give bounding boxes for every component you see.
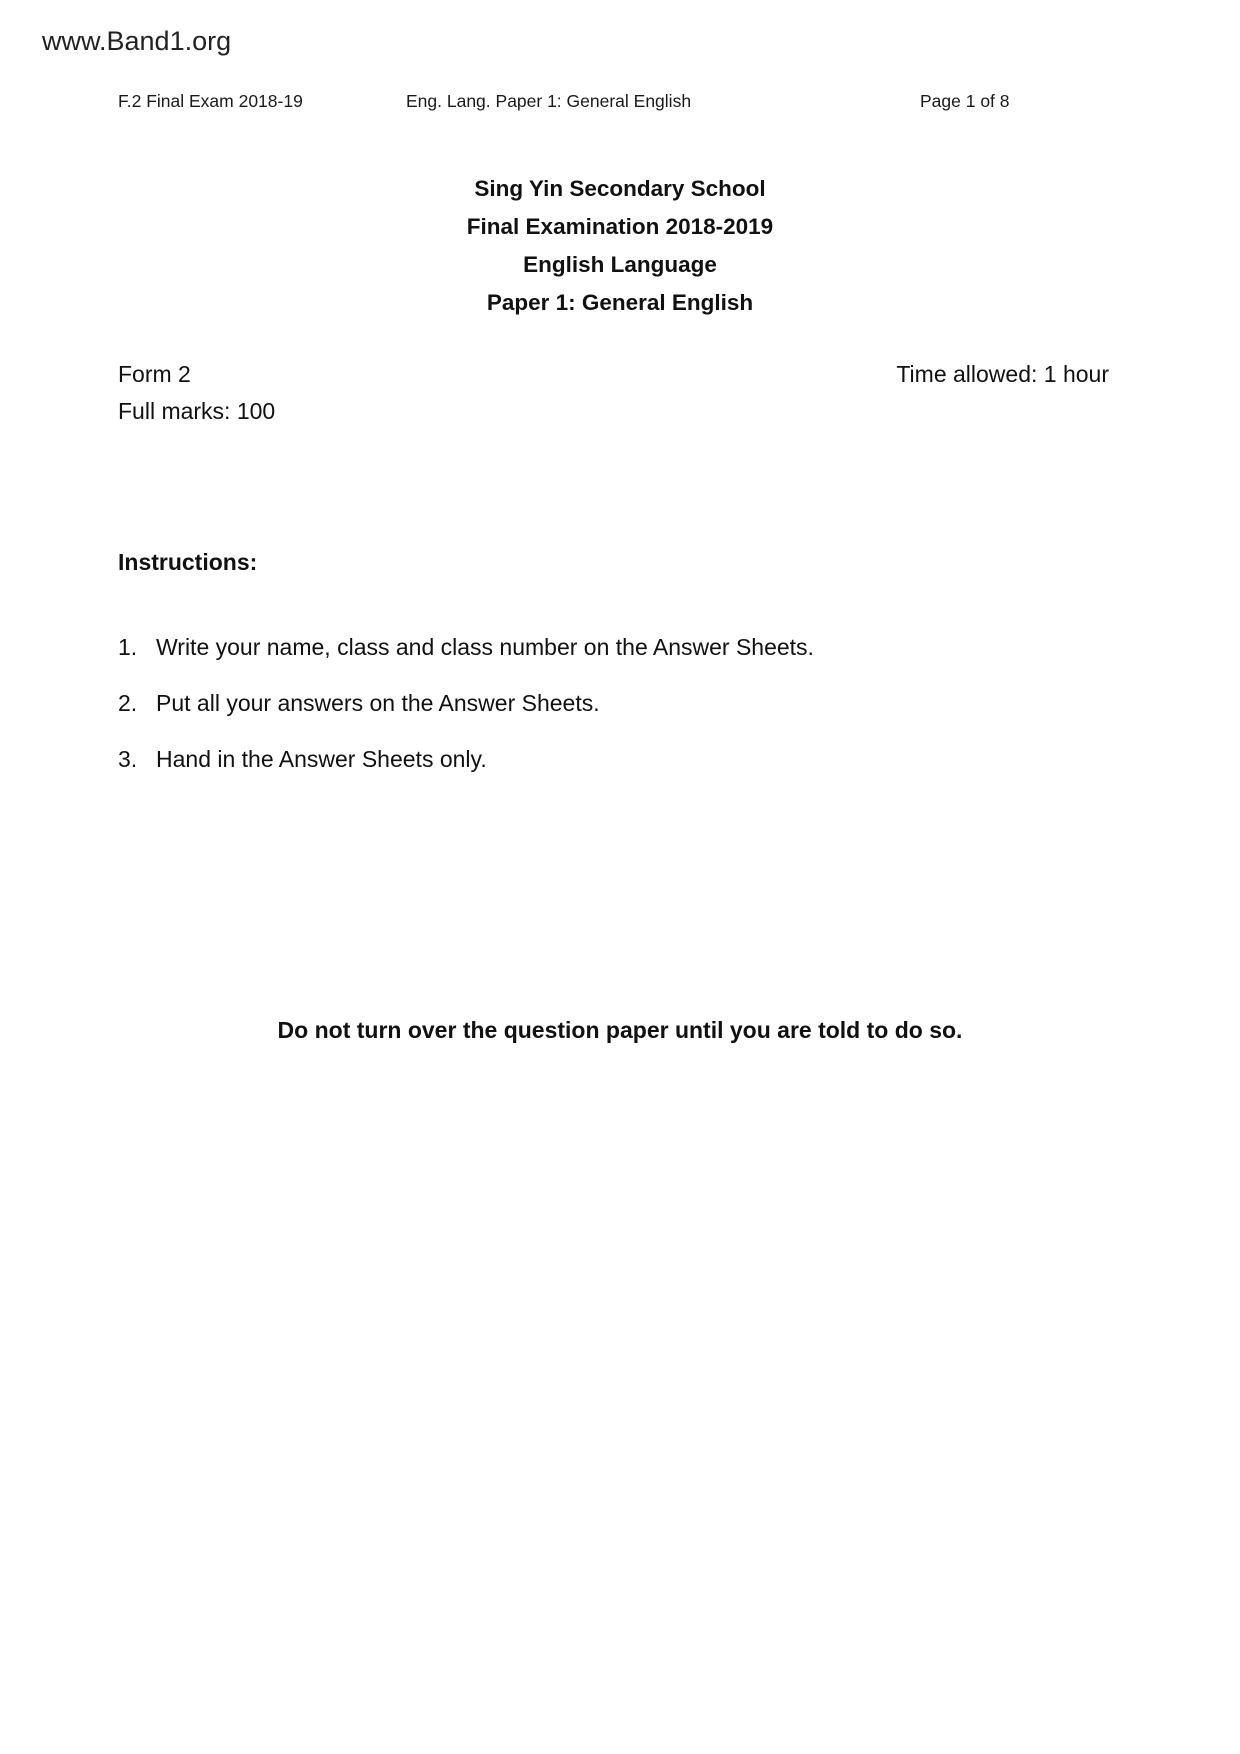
instructions-list <box>118 632 814 800</box>
instruction-number: 3. <box>118 746 138 772</box>
title-block <box>0 170 1240 322</box>
header-page-number: Page 1 of 8 <box>920 91 1010 111</box>
warning-notice: Do not turn over the question paper until you are told to do so. <box>277 1017 963 1043</box>
instruction-item <box>118 688 814 744</box>
instruction-text: Write your name, class and class number on the Answer Sheets. <box>156 634 814 660</box>
time-allowed: Time allowed: 1 hour <box>896 361 1109 387</box>
header-exam-label: F.2 Final Exam 2018-19 <box>118 91 303 111</box>
watermark: www.Band1.org <box>42 26 232 56</box>
instruction-text: Put all your answers on the Answer Sheets. <box>156 690 600 716</box>
full-marks: Full marks: 100 <box>118 398 276 424</box>
school-name: Sing Yin Secondary School <box>474 176 766 201</box>
instruction-number: 1. <box>118 634 138 660</box>
instructions-heading: Instructions: <box>118 549 258 575</box>
form-level: Form 2 <box>118 361 191 387</box>
instruction-number: 2. <box>118 690 138 716</box>
subject-name: English Language <box>523 252 717 277</box>
instruction-text: Hand in the Answer Sheets only. <box>156 746 487 772</box>
instruction-item <box>118 744 814 800</box>
paper-name: Paper 1: General English <box>486 290 754 315</box>
header-paper-label: Eng. Lang. Paper 1: General English <box>406 91 692 111</box>
instruction-item <box>118 632 814 688</box>
exam-name: Final Examination 2018-2019 <box>466 214 774 239</box>
